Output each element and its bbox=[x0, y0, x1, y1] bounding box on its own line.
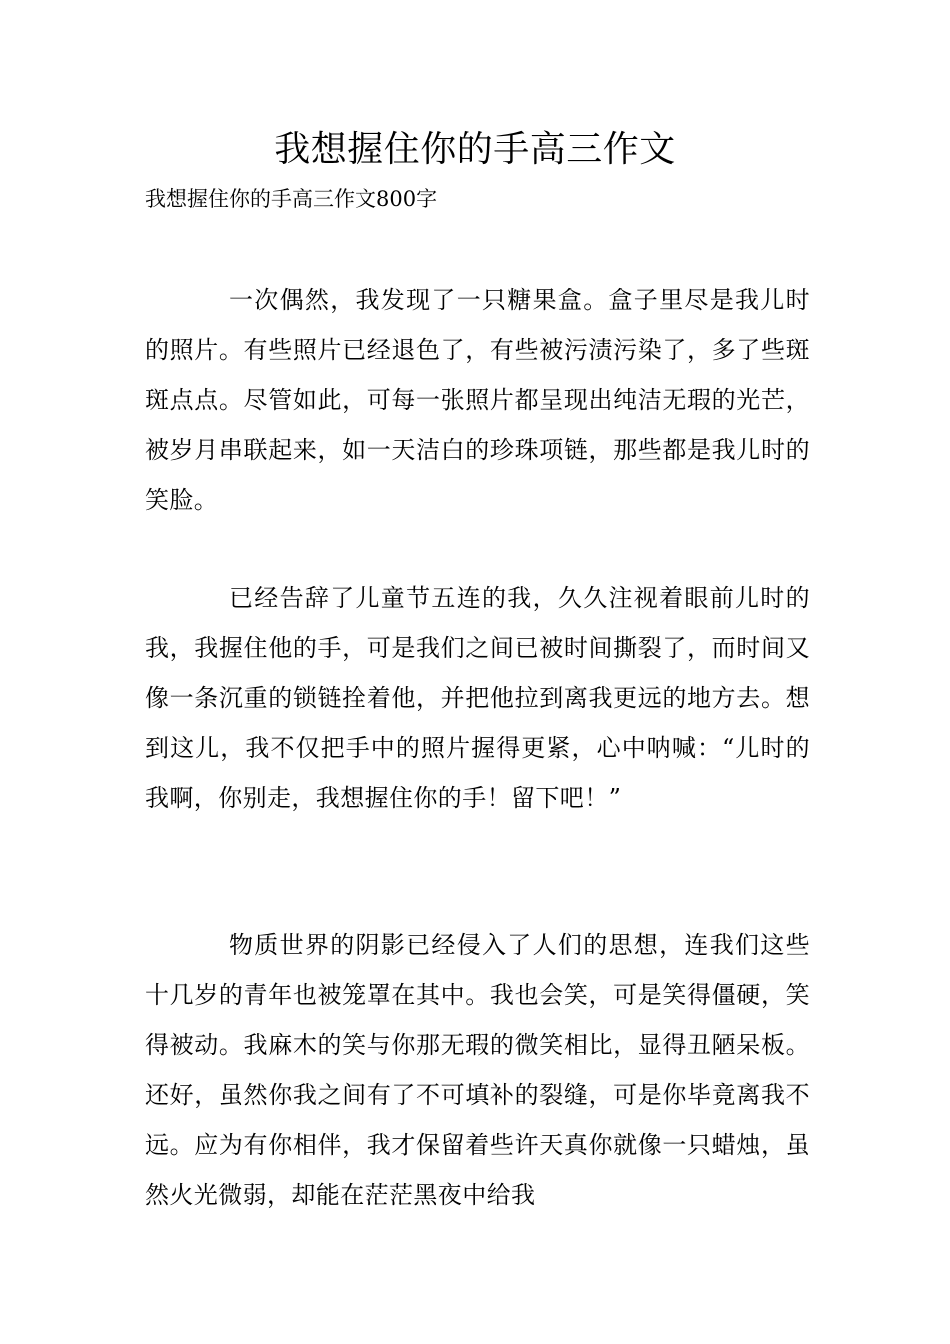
document-title: 我想握住你的手高三作文 bbox=[274, 129, 676, 170]
document-subtitle: 我想握住你的手高三作文800字 bbox=[145, 187, 438, 211]
paragraph-1: 一次偶然，我发现了一只糖果盒。盒子里尽是我儿时的照片。有些照片已经退色了，有些被污渍污染了，多了些斑斑点点。尽管如此，可每一张照片都呈现出纯洁无瑕的光芒，被岁月串联起来，如一天洁白的珍珠项链，那些都是我儿时的笑脸。 bbox=[145, 286, 810, 514]
paragraph-3: 物质世界的阴影已经侵入了人们的思想，连我们这些十几岁的青年也被笼罩在其中。我也会笑，可是笑得僵硬，笑得被动。我麻木的笑与你那无瑕的微笑相比，显得丑陋呆板。还好，虽然你我之间有了不可填补的裂缝，可是你毕竟离我不远。应为有你相伴，我才保留着些许天真你就像一只蜡烛，虽然火光微弱，却能在茫茫黑夜中给我 bbox=[145, 931, 810, 1209]
paragraph-2: 已经告辞了儿童节五连的我，久久注视着眼前儿时的我，我握住他的手，可是我们之间已被时间撕裂了，而时间又像一条沉重的锁链拴着他，并把他拉到离我更远的地方去。想到这儿，我不仅把手中的照片握得更紧，心中呐喊：“儿时的我啊，你别走，我想握住你的手！留下吧！” bbox=[145, 584, 810, 812]
